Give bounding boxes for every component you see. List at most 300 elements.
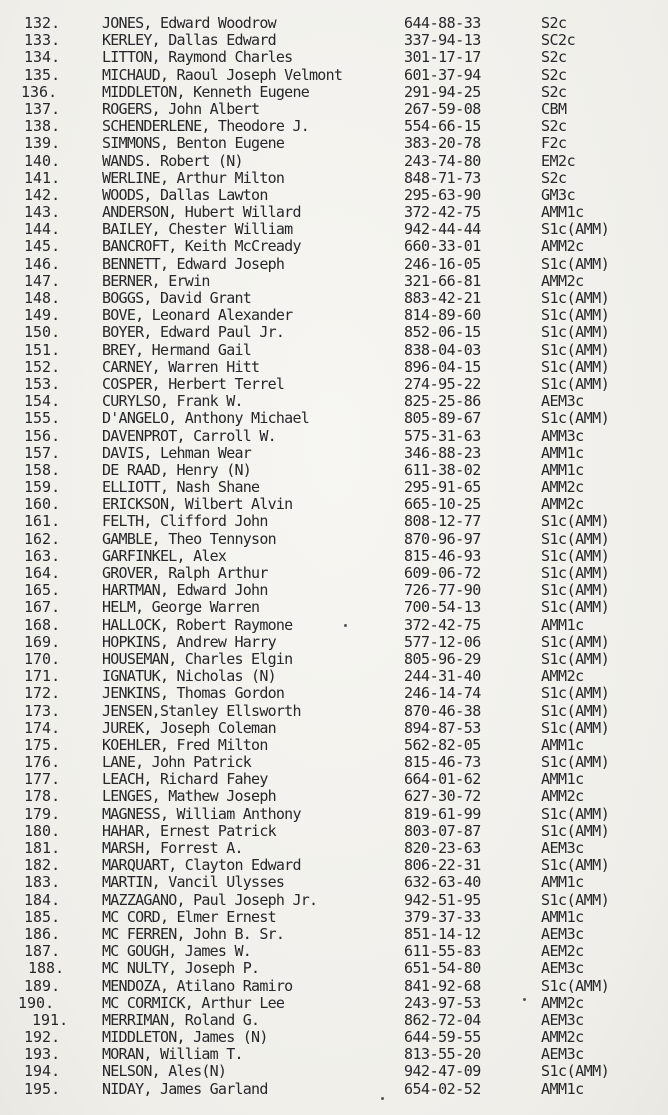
service-number: 883-42-21	[404, 289, 481, 307]
rating: S2c	[541, 48, 567, 67]
rating: S1c(AMM)	[541, 289, 610, 307]
rating: S1c(AMM)	[541, 649, 610, 668]
entry-number: 180.	[24, 821, 61, 840]
rating: AEM3c	[541, 1045, 584, 1064]
entry-number: 158.	[24, 460, 61, 479]
sailor-name: BENNETT, Edward Joseph	[102, 254, 285, 273]
sailor-name: HALLOCK, Robert Raymone	[102, 615, 293, 634]
service-number: 562-82-05	[404, 735, 481, 754]
sailor-name: GROVER, Ralph Arthur	[102, 564, 268, 582]
service-number: 814-89-60	[404, 306, 481, 325]
service-number: 841-92-68	[404, 976, 481, 995]
entry-number: 190.	[18, 993, 55, 1012]
service-number: 838-04-03	[404, 340, 481, 359]
roster-row	[0, 960, 668, 977]
roster-row	[0, 995, 668, 1012]
rating: AMM2c	[541, 478, 584, 497]
sailor-name: GAMBLE, Theo Tennyson	[102, 529, 276, 548]
entry-number: 162.	[24, 529, 61, 548]
sailor-name: MICHAUD, Raoul Joseph Velmont	[102, 65, 343, 84]
rating: S2c	[541, 168, 567, 187]
service-number: 820-23-63	[404, 839, 481, 857]
roster-row	[0, 204, 668, 221]
sailor-name: NIDAY, James Garland	[102, 1079, 268, 1098]
rating: AMM2c	[541, 667, 584, 686]
entry-number: 170.	[24, 649, 61, 668]
sailor-name: MARQUART, Clayton Edward	[102, 856, 301, 875]
service-number: 664-01-62	[404, 770, 481, 789]
service-number: 291-94-25	[404, 82, 481, 101]
rating: AMM1c	[541, 735, 584, 754]
service-number: 372-42-75	[404, 615, 481, 634]
entry-number: 193.	[24, 1045, 61, 1064]
entry-number: 139.	[24, 134, 61, 153]
service-number: 726-77-90	[404, 581, 481, 600]
roster-row	[0, 737, 668, 754]
entry-number: 135.	[24, 65, 61, 84]
service-number: 644-88-33	[404, 14, 481, 32]
rating: AMM1c	[541, 443, 584, 462]
entry-number: 151.	[24, 340, 61, 359]
sailor-name: FELTH, Clifford John	[102, 512, 268, 531]
roster-row	[0, 1029, 668, 1046]
entry-number: 192.	[24, 1028, 61, 1047]
sailor-name: LITTON, Raymond Charles	[102, 48, 293, 67]
entry-number: 159.	[24, 478, 61, 497]
rating: S1c(AMM)	[541, 512, 610, 531]
service-number: 246-14-74	[404, 684, 481, 703]
service-number: 295-91-65	[404, 478, 481, 497]
sailor-name: CURYLSO, Frank W.	[102, 392, 243, 411]
roster-row	[0, 892, 668, 909]
service-number: 660-33-01	[404, 237, 481, 256]
entry-number: 182.	[24, 856, 61, 875]
rating: S1c(AMM)	[541, 890, 610, 909]
rating: S1c(AMM)	[541, 701, 610, 720]
roster-row	[0, 943, 668, 960]
rating: AEM3c	[541, 924, 584, 943]
roster-row	[0, 857, 668, 874]
sailor-name: SIMMONS, Benton Eugene	[102, 134, 285, 153]
rating: AMM1c	[541, 460, 584, 479]
entry-number: 153.	[24, 374, 61, 393]
sailor-name: HAHAR, Ernest Patrick	[102, 821, 276, 840]
roster-row	[0, 548, 668, 565]
sailor-name: NELSON, Ales(N)	[102, 1062, 227, 1081]
roster-row	[0, 462, 668, 479]
entry-number: 181.	[24, 839, 61, 857]
sailor-name: MAGNESS, William Anthony	[102, 804, 301, 823]
rating: AMM2c	[541, 495, 584, 514]
service-number: 665-10-25	[404, 495, 481, 514]
sailor-name: ROGERS, John Albert	[102, 99, 260, 118]
rating: S1c(AMM)	[541, 306, 610, 325]
entry-number: 172.	[24, 684, 61, 703]
roster-row	[0, 342, 668, 359]
roster-row	[0, 496, 668, 513]
service-number: 295-63-90	[404, 185, 481, 204]
roster-row	[0, 1046, 668, 1063]
entry-number: 140.	[24, 151, 61, 170]
entry-number: 169.	[24, 632, 61, 651]
entry-number: 137.	[24, 99, 61, 118]
rating: AMM2c	[541, 1028, 584, 1047]
sailor-name: BERNER, Erwin	[102, 271, 210, 290]
entry-number: 187.	[24, 942, 61, 961]
rating: S1c(AMM)	[541, 340, 610, 359]
ink-speck	[344, 624, 347, 627]
service-number: 575-31-63	[404, 426, 481, 445]
roster-row	[0, 651, 668, 668]
service-number: 651-54-80	[404, 959, 481, 978]
service-number: 806-22-31	[404, 856, 481, 875]
sailor-name: HARTMAN, Edward John	[102, 581, 268, 600]
entry-number: 149.	[24, 306, 61, 325]
entry-number: 142.	[24, 185, 61, 204]
roster-row	[0, 118, 668, 135]
rating: S1c(AMM)	[541, 821, 610, 840]
sailor-name: WANDS. Robert (N)	[102, 151, 243, 170]
service-number: 627-30-72	[404, 787, 481, 806]
roster-row	[0, 617, 668, 634]
entry-number: 155.	[24, 409, 61, 428]
service-number: 852-06-15	[404, 323, 481, 342]
entry-number: 141.	[24, 168, 61, 187]
rating: S1c(AMM)	[541, 976, 610, 995]
sailor-name: LEACH, Richard Fahey	[102, 770, 268, 789]
entry-number: 145.	[24, 237, 61, 256]
rating: S1c(AMM)	[541, 581, 610, 600]
roster-row	[0, 720, 668, 737]
service-number: 379-37-33	[404, 907, 481, 926]
sailor-name: BANCROFT, Keith McCready	[102, 237, 301, 256]
entry-number: 133.	[24, 31, 61, 50]
ink-speck	[381, 1097, 384, 1100]
sailor-name: MORAN, William T.	[102, 1045, 243, 1064]
sailor-name: GARFINKEL, Alex	[102, 546, 227, 565]
entry-number: 178.	[24, 787, 61, 806]
roster-row	[0, 634, 668, 651]
sailor-name: BOVE, Leonard Alexander	[102, 306, 293, 325]
rating: AMM3c	[541, 426, 584, 445]
sailor-name: IGNATUK, Nicholas (N)	[102, 667, 276, 686]
entry-number: 154.	[24, 392, 61, 411]
rating: AEM3c	[541, 839, 584, 857]
sailor-name: MAZZAGANO, Paul Joseph Jr.	[102, 890, 318, 909]
rating: S1c(AMM)	[541, 409, 610, 428]
entry-number: 194.	[24, 1062, 61, 1081]
roster-row	[0, 1063, 668, 1080]
entry-number: 185.	[24, 907, 61, 926]
roster-row	[0, 513, 668, 530]
rating: EM2c	[541, 151, 576, 170]
rating: AMM2c	[541, 993, 584, 1012]
rating: S1c(AMM)	[541, 357, 610, 376]
entry-number: 134.	[24, 48, 61, 67]
entry-number: 161.	[24, 512, 61, 531]
service-number: 862-72-04	[404, 1010, 481, 1029]
roster-row	[0, 187, 668, 204]
rating: S1c(AMM)	[541, 564, 610, 582]
sailor-name: MC GOUGH, James W.	[102, 942, 252, 961]
entry-number: 146.	[24, 254, 61, 273]
entry-number: 164.	[24, 564, 61, 582]
rating: SC2c	[541, 31, 576, 50]
roster-row	[0, 135, 668, 152]
roster-row	[0, 874, 668, 891]
roster-row	[0, 599, 668, 616]
rating: S1c(AMM)	[541, 856, 610, 875]
roster-row	[0, 788, 668, 805]
entry-number: 152.	[24, 357, 61, 376]
service-number: 815-46-73	[404, 753, 481, 772]
rating: S1c(AMM)	[541, 684, 610, 703]
entry-number: 163.	[24, 546, 61, 565]
rating: S2c	[541, 82, 567, 101]
rating: S2c	[541, 117, 567, 136]
service-number: 894-87-53	[404, 718, 481, 737]
rating: S1c(AMM)	[541, 632, 610, 651]
entry-number: 168.	[24, 615, 61, 634]
roster-row	[0, 1012, 668, 1029]
rating: S1c(AMM)	[541, 546, 610, 565]
sailor-name: BOGGS, David Grant	[102, 289, 252, 307]
sailor-name: ERICKSON, Wilbert Alvin	[102, 495, 293, 514]
roster-row	[0, 926, 668, 943]
service-number: 611-55-83	[404, 942, 481, 961]
rating: AMM1c	[541, 770, 584, 789]
sailor-name: MC FERREN, John B. Sr.	[102, 924, 285, 943]
roster-row	[0, 445, 668, 462]
roster-row	[0, 324, 668, 341]
service-number: 244-31-40	[404, 667, 481, 686]
service-number: 301-17-17	[404, 48, 481, 67]
sailor-name: ELLIOTT, Nash Shane	[102, 478, 260, 497]
sailor-name: BREY, Hermand Gail	[102, 340, 252, 359]
service-number: 851-14-12	[404, 924, 481, 943]
entry-number: 160.	[24, 495, 61, 514]
sailor-name: WERLINE, Arthur Milton	[102, 168, 285, 187]
sailor-name: MIDDLETON, Kenneth Eugene	[102, 82, 310, 101]
roster-row	[0, 15, 668, 32]
rating: S1c(AMM)	[541, 323, 610, 342]
service-number: 372-42-75	[404, 203, 481, 222]
rating: S1c(AMM)	[541, 804, 610, 823]
rating: AMM2c	[541, 271, 584, 290]
entry-number: 167.	[24, 598, 61, 617]
service-number: 942-44-44	[404, 220, 481, 239]
roster-row	[0, 256, 668, 273]
entry-number: 177.	[24, 770, 61, 789]
service-number: 337-94-13	[404, 31, 481, 50]
sailor-name: MENDOZA, Atilano Ramiro	[102, 976, 293, 995]
sailor-name: HOUSEMAN, Charles Elgin	[102, 649, 293, 668]
sailor-name: MC NULTY, Joseph P.	[102, 959, 260, 978]
sailor-name: MC CORMICK, Arthur Lee	[102, 993, 285, 1012]
sailor-name: MERRIMAN, Roland G.	[102, 1010, 260, 1029]
service-number: 554-66-15	[404, 117, 481, 136]
service-number: 243-97-53	[404, 993, 481, 1012]
rating: AMM1c	[541, 907, 584, 926]
sailor-name: BAILEY, Chester William	[102, 220, 293, 239]
service-number: 321-66-81	[404, 271, 481, 290]
roster-row	[0, 771, 668, 788]
service-number: 346-88-23	[404, 443, 481, 462]
service-number: 819-61-99	[404, 804, 481, 823]
service-number: 848-71-73	[404, 168, 481, 187]
sailor-name: LENGES, Mathew Joseph	[102, 787, 276, 806]
rating: AMM2c	[541, 787, 584, 806]
entry-number: 144.	[24, 220, 61, 239]
rating: S1c(AMM)	[541, 254, 610, 273]
roster-row	[0, 582, 668, 599]
sailor-name: BOYER, Edward Paul Jr.	[102, 323, 285, 342]
rating: S1c(AMM)	[541, 374, 610, 393]
entry-number: 148.	[24, 289, 61, 307]
entry-number: 156.	[24, 426, 61, 445]
roster-row	[0, 479, 668, 496]
service-number: 808-12-77	[404, 512, 481, 531]
service-number: 267-59-08	[404, 99, 481, 118]
service-number: 246-16-05	[404, 254, 481, 273]
entry-number: 183.	[24, 873, 61, 892]
rating: F2c	[541, 134, 567, 153]
service-number: 644-59-55	[404, 1028, 481, 1047]
entry-number: 150.	[24, 323, 61, 342]
rating: AEM3c	[541, 392, 584, 411]
service-number: 813-55-20	[404, 1045, 481, 1064]
roster-row	[0, 101, 668, 118]
sailor-name: CARNEY, Warren Hitt	[102, 357, 260, 376]
sailor-name: MARTIN, Vancil Ulysses	[102, 873, 285, 892]
rating: S1c(AMM)	[541, 529, 610, 548]
service-number: 870-46-38	[404, 701, 481, 720]
entry-number: 175.	[24, 735, 61, 754]
sailor-name: HOPKINS, Andrew Harry	[102, 632, 276, 651]
roster-row	[0, 393, 668, 410]
roster-row	[0, 806, 668, 823]
service-number: 870-96-97	[404, 529, 481, 548]
rating: S1c(AMM)	[541, 1062, 610, 1081]
roster-row	[0, 376, 668, 393]
service-number: 632-63-40	[404, 873, 481, 892]
rating: S2c	[541, 14, 567, 32]
sailor-name: JONES, Edward Woodrow	[102, 14, 276, 32]
service-number: 654-02-52	[404, 1079, 481, 1098]
sailor-name: LANE, John Patrick	[102, 753, 252, 772]
roster-row	[0, 153, 668, 170]
sailor-name: WOODS, Dallas Lawton	[102, 185, 268, 204]
service-number: 383-20-78	[404, 134, 481, 153]
roster-row	[0, 754, 668, 771]
service-number: 274-95-22	[404, 374, 481, 393]
sailor-name: DE RAAD, Henry (N)	[102, 460, 252, 479]
entry-number: 157.	[24, 443, 61, 462]
service-number: 609-06-72	[404, 564, 481, 582]
rating: S1c(AMM)	[541, 753, 610, 772]
entry-number: 132.	[24, 14, 61, 32]
roster-row	[0, 428, 668, 445]
roster-row	[0, 703, 668, 720]
service-number: 805-96-29	[404, 649, 481, 668]
sailor-name: DAVIS, Lehman Wear	[102, 443, 252, 462]
roster-row	[0, 67, 668, 84]
roster-row	[0, 909, 668, 926]
sailor-name: KOEHLER, Fred Milton	[102, 735, 268, 754]
entry-number: 136.	[21, 82, 58, 101]
service-number: 815-46-93	[404, 546, 481, 565]
entry-number: 174.	[24, 718, 61, 737]
rating: AEM2c	[541, 942, 584, 961]
entry-number: 138.	[24, 117, 61, 136]
entry-number: 189.	[24, 976, 61, 995]
service-number: 243-74-80	[404, 151, 481, 170]
rating: GM3c	[541, 185, 576, 204]
service-number: 942-51-95	[404, 890, 481, 909]
sailor-name: KERLEY, Dallas Edward	[102, 31, 276, 50]
service-number: 896-04-15	[404, 357, 481, 376]
service-number: 942-47-09	[404, 1062, 481, 1081]
roster-row	[0, 84, 668, 101]
sailor-name: JENKINS, Thomas Gordon	[102, 684, 285, 703]
roster-row	[0, 565, 668, 582]
roster-row	[0, 978, 668, 995]
rating: CBM	[541, 99, 567, 118]
sailor-name: COSPER, Herbert Terrel	[102, 374, 285, 393]
sailor-name: SCHENDERLENE, Theodore J.	[102, 117, 310, 136]
roster-row	[0, 238, 668, 255]
sailor-name: DAVENPROT, Carroll W.	[102, 426, 276, 445]
entry-number: 186.	[24, 924, 61, 943]
entry-number: 176.	[24, 753, 61, 772]
sailor-name: JUREK, Joseph Coleman	[102, 718, 276, 737]
sailor-name: HELM, George Warren	[102, 598, 260, 617]
roster-row	[0, 290, 668, 307]
service-number: 805-89-67	[404, 409, 481, 428]
sailor-name: D'ANGELO, Anthony Michael	[102, 409, 310, 428]
entry-number: 165.	[24, 581, 61, 600]
sailor-name: MIDDLETON, James (N)	[102, 1028, 268, 1047]
rating: AEM3c	[541, 1010, 584, 1029]
roster-row	[0, 531, 668, 548]
sailor-name: JENSEN,Stanley Ellsworth	[102, 701, 301, 720]
rating: AMM1c	[541, 615, 584, 634]
roster-row	[0, 273, 668, 290]
entry-number: 173.	[24, 701, 61, 720]
sailor-name: MC CORD, Elmer Ernest	[102, 907, 276, 926]
entry-number: 191.	[32, 1010, 69, 1029]
entry-number: 188.	[28, 959, 65, 978]
rating: AMM1c	[541, 203, 584, 222]
service-number: 577-12-06	[404, 632, 481, 651]
ink-speck	[523, 998, 526, 1001]
service-number: 700-54-13	[404, 598, 481, 617]
rating: AEM3c	[541, 959, 584, 978]
roster-row	[0, 685, 668, 702]
rating: S1c(AMM)	[541, 598, 610, 617]
roster-row	[0, 840, 668, 857]
roster-row	[0, 668, 668, 685]
sailor-name: ANDERSON, Hubert Willard	[102, 203, 301, 222]
sailor-name: MARSH, Forrest A.	[102, 839, 243, 857]
entry-number: 171.	[24, 667, 61, 686]
service-number: 611-38-02	[404, 460, 481, 479]
rating: S1c(AMM)	[541, 220, 610, 239]
rating: AMM1c	[541, 1079, 584, 1098]
roster-row	[0, 221, 668, 238]
entry-number: 184.	[24, 890, 61, 909]
entry-number: 143.	[24, 203, 61, 222]
